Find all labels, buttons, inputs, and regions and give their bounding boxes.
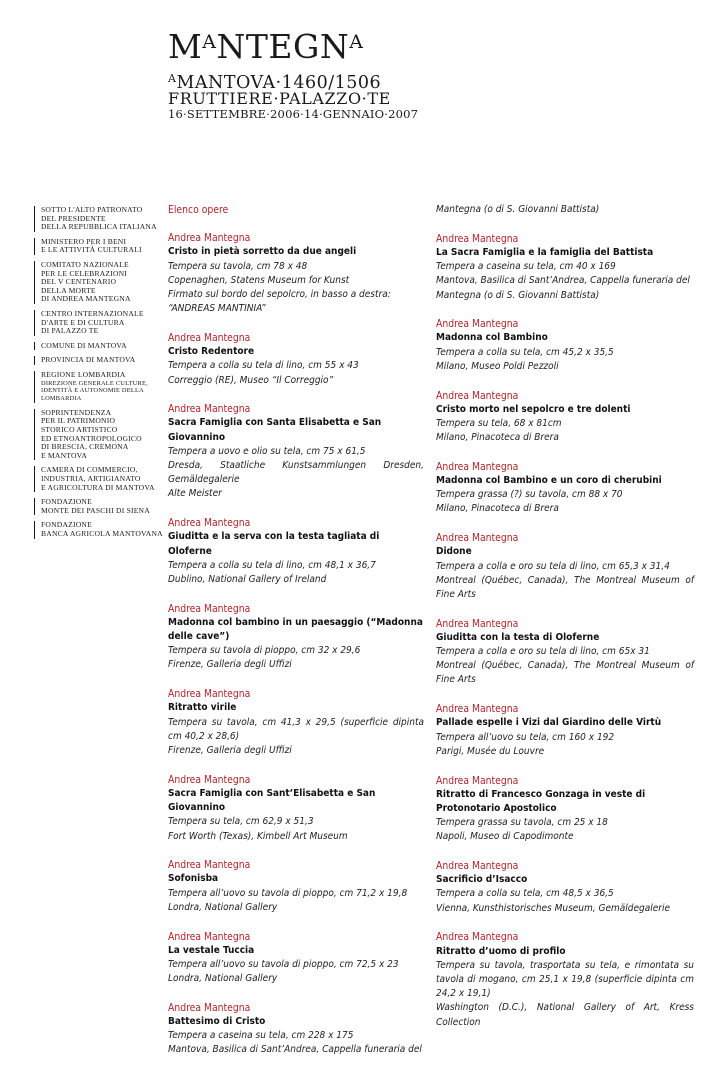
sponsor-line: DEL V CENTENARIO xyxy=(41,277,117,287)
artwork-description-line: Tempera a colla e oro su tela di lino, cm 65,3 x 31,4 xyxy=(436,560,670,572)
artwork-title: La vestale Tuccia xyxy=(168,944,255,956)
artwork-artist: Andrea Mantegna xyxy=(436,389,519,402)
artwork-entry xyxy=(168,687,424,758)
sponsor-item xyxy=(34,310,164,336)
artwork-title: Giuditta e la serva con la testa tagliata di Oloferne xyxy=(168,531,380,557)
sponsor-line: ED ETNOANTROPOLOGICO xyxy=(41,433,142,443)
artwork-description-line: Tempera su tavola, cm 41,3 x 29,5 (superficie dipinta cm 40,2 x 28,6) xyxy=(168,716,424,742)
artwork-entry xyxy=(436,774,694,845)
artwork-entry xyxy=(168,602,424,673)
artwork-title: Cristo in pietà sorretto da due angeli xyxy=(168,246,357,258)
artwork-description-line: Dublino, National Gallery of Ireland xyxy=(168,573,327,585)
artwork-title: Ritratto virile xyxy=(168,702,237,714)
sponsor-line: PER IL PATRIMONIO xyxy=(41,416,116,426)
artwork-entry xyxy=(168,402,424,501)
artwork-artist: Andrea Mantegna xyxy=(436,931,519,944)
artwork-artist: Andrea Mantegna xyxy=(168,331,251,344)
artwork-description-line: Napoli, Museo di Capodimonte xyxy=(436,831,574,843)
artwork-description-line: Dresda, Staatliche Kunstsammlungen Dresden, Gemäldegalerie xyxy=(168,460,424,486)
artwork-title: Madonna col Bambino e un coro di cherubini xyxy=(436,475,662,487)
artwork-entry xyxy=(168,858,424,915)
artwork-entry xyxy=(168,331,424,388)
artwork-entry xyxy=(436,232,694,303)
artwork-artist: Andrea Mantegna xyxy=(436,318,519,331)
sponsor-line: E LE ATTIVITÀ CULTURALI xyxy=(41,245,142,255)
artwork-description-line: Vienna, Kunsthistorisches Museum, Gemäldegalerie xyxy=(436,902,671,914)
sponsor-line: DI BRESCIA, CREMONA xyxy=(41,442,129,452)
artwork-title: Madonna col bambino in un paesaggio (“Madonna delle cave”) xyxy=(168,616,423,643)
artwork-description-line: Firenze, Galleria degli Uffizi xyxy=(168,659,292,671)
sponsor-line: REGIONE LOMBARDIA xyxy=(41,369,126,379)
sponsor-line: DI ANDREA MANTEGNA xyxy=(41,294,131,304)
sponsor-item xyxy=(34,356,164,365)
sponsor-item xyxy=(34,371,164,403)
artwork-title: Ritratto di Francesco Gonzaga in veste di Protonotario Apostolico xyxy=(436,788,646,814)
artwork-description-line: Firmato sul bordo del sepolcro, in basso a destra: xyxy=(168,289,391,301)
artwork-artist: Andrea Mantegna xyxy=(168,232,251,245)
sponsor-line: BANCA AGRICOLA MANTOVANA xyxy=(41,529,163,539)
artwork-description-line: Tempera a colla e oro su tela di lino, cm 65x 31 xyxy=(436,646,650,658)
artwork-entry xyxy=(436,531,694,602)
artwork-entry xyxy=(168,516,424,587)
sponsor-line: DELLA MORTE xyxy=(41,285,96,295)
sponsor-line: CAMERA DI COMMERCIO, xyxy=(41,465,138,475)
artwork-artist: Andrea Mantegna xyxy=(168,688,251,701)
artwork-description-line: Washington (D.C.), National Gallery of Art, Kress Collection xyxy=(436,1002,694,1028)
logo-exhibition-dates: 16·SETTEMBRE·2006·14·GENNAIO·2007 xyxy=(168,107,419,121)
sponsor-item xyxy=(34,466,164,492)
sponsor-item xyxy=(34,409,164,461)
artwork-entry xyxy=(436,317,694,374)
artwork-description-line: Montreal (Québec, Canada), The Montreal Museum of Fine Arts xyxy=(436,660,694,686)
logo-city-dates: $^A$MANTOVA·1460/1506 xyxy=(168,72,382,93)
artwork-entry xyxy=(436,460,694,517)
sponsor-line: DEL PRESIDENTE xyxy=(41,213,106,223)
sponsor-line: COMITATO NAZIONALE xyxy=(41,259,129,269)
artwork-entry xyxy=(436,930,694,1029)
artwork-description-line: Milano, Pinacoteca di Brera xyxy=(436,503,559,515)
sponsor-line: FONDAZIONE xyxy=(41,497,92,507)
sponsor-item xyxy=(34,238,164,255)
sponsor-line: SOTTO L'ALTO PATRONATO xyxy=(41,205,143,214)
artwork-description-line: Tempera a caseina su tela, cm 40 x 169 xyxy=(436,261,616,273)
artwork-title: Sacrificio d’Isacco xyxy=(436,874,528,886)
artwork-description-line: Correggio (RE), Museo “Il Correggio” xyxy=(168,374,334,386)
artwork-entry xyxy=(436,617,694,688)
artwork-title: Sacra Famiglia con Sant’Elisabetta e San Giovannino xyxy=(168,787,376,814)
artwork-description-line: Fort Worth (Texas), Kimbell Art Museum xyxy=(168,830,348,842)
artwork-description-line: Tempera all’uovo su tavola di pioppo, cm 72,5 x 23 xyxy=(168,958,399,970)
artwork-artist: Andrea Mantegna xyxy=(168,773,251,786)
artwork-title: Cristo Redentore xyxy=(168,346,255,358)
sponsor-line: SOPRINTENDENZA xyxy=(41,407,112,417)
artwork-description-line: Londra, National Gallery xyxy=(168,973,278,985)
sponsor-line: CENTRO INTERNAZIONALE xyxy=(41,308,144,318)
sponsor-item xyxy=(34,206,164,232)
sponsor-line: DELLA REPUBBLICA ITALIANA xyxy=(41,222,157,232)
list-heading: Elenco opere xyxy=(168,204,229,216)
artwork-description-line: Tempera su tavola, trasportata su tela, e rimontata su tavola di mogano, cm 25,1 x 19,8 (superficie dipinta cm 24,2 x 19,1) xyxy=(436,959,694,1000)
sponsor-item xyxy=(34,342,164,351)
artwork-description-line: Milano, Pinacoteca di Brera xyxy=(436,432,559,444)
artwork-entry xyxy=(168,773,424,844)
sponsor-item xyxy=(34,498,164,515)
artwork-entry xyxy=(436,702,694,759)
artwork-artist: Andrea Mantegna xyxy=(436,860,519,873)
artwork-entry xyxy=(168,930,424,987)
artwork-description-line: Mantova, Basilica di Sant’Andrea, Cappella funeraria del xyxy=(168,1044,422,1056)
artwork-entry xyxy=(168,231,424,316)
artwork-description-line: Tempera grassa su tavola, cm 25 x 18 xyxy=(436,817,608,829)
artwork-entry xyxy=(436,859,694,916)
artwork-title: La Sacra Famiglia e la famiglia del Battista xyxy=(436,246,654,258)
sponsor-line: FONDAZIONE xyxy=(41,520,92,530)
sponsor-line: INDUSTRIA, ARTIGIANATO xyxy=(41,474,141,484)
sponsor-item xyxy=(34,261,164,304)
artwork-entry xyxy=(168,1001,424,1058)
sponsor-subline: DIREZIONE GENERALE CULTURE, IDENTITÀ E AUTONOMIE DELLA LOMBARDIA xyxy=(41,379,148,403)
artwork-artist: Andrea Mantegna xyxy=(436,703,519,716)
artwork-artist: Andrea Mantegna xyxy=(436,532,519,545)
works-column-2 xyxy=(436,203,694,1044)
artwork-title: Cristo morto nel sepolcro e tre dolenti xyxy=(436,403,631,415)
artwork-description-line: Tempera a colla su tela di lino, cm 48,1 x 36,7 xyxy=(168,559,376,571)
artwork-title: Ritratto d’uomo di profilo xyxy=(436,945,566,957)
artwork-description-line: Tempera all’uovo su tavola di pioppo, cm 71,2 x 19,8 xyxy=(168,887,408,899)
artwork-artist: Andrea Mantegna xyxy=(436,774,519,787)
artwork-artist: Andrea Mantegna xyxy=(168,517,251,530)
artwork-description-line: Tempera a colla su tela, cm 48,5 x 36,5 xyxy=(436,888,614,900)
artwork-entry xyxy=(436,389,694,446)
artwork-title: Pallade espelle i Vizi dal Giardino delle Virtù xyxy=(436,717,662,729)
sponsor-line: D'ARTE E DI CULTURA xyxy=(41,317,125,327)
artwork-description-line: Tempera all’uovo su tela, cm 160 x 192 xyxy=(436,731,615,743)
logo-venue: FRUTTIERE·PALAZZO·TE xyxy=(168,89,391,108)
sponsor-list xyxy=(34,206,164,545)
artwork-description-line: Tempera su tavola, cm 78 x 48 xyxy=(168,260,308,272)
artwork-description-line: Tempera a caseina su tela, cm 228 x 175 xyxy=(168,1030,354,1042)
artwork-title: Sacra Famiglia con Santa Elisabetta e San Giovannino xyxy=(168,417,382,443)
sponsor-line: PROVINCIA DI MANTOVA xyxy=(41,355,136,365)
artwork-artist: Andrea Mantegna xyxy=(168,403,251,416)
artwork-artist: Andrea Mantegna xyxy=(168,930,251,943)
artwork-title: Giuditta con la testa di Oloferne xyxy=(436,631,600,643)
artwork-description-line: Tempera a colla su tela, cm 45,2 x 35,5 xyxy=(436,346,614,358)
artwork-description-line: Tempera grassa (?) su tavola, cm 88 x 70 xyxy=(436,489,623,501)
artwork-description-line: Firenze, Galleria degli Uffizi xyxy=(168,745,292,756)
sponsor-line: DI PALAZZO TE xyxy=(41,326,99,336)
sponsor-item xyxy=(34,521,164,538)
artwork-description-line: Tempera su tela, 68 x 81cm xyxy=(436,417,562,429)
artwork-title: Battesimo di Cristo xyxy=(168,1016,266,1028)
artwork-description-line: Tempera su tavola di pioppo, cm 32 x 29,6 xyxy=(168,645,361,657)
artwork-description-line: Tempera a colla su tela di lino, cm 55 x 43 xyxy=(168,360,359,372)
artwork-description-line: Tempera su tela, cm 62,9 x 51,3 xyxy=(168,816,314,828)
artwork-description-line: Alte Meister xyxy=(168,488,222,500)
sponsor-line: COMUNE DI MANTOVA xyxy=(41,340,127,350)
artwork-artist: Andrea Mantegna xyxy=(168,1001,251,1014)
exhibition-logo xyxy=(168,27,419,121)
artwork-artist: Andrea Mantegna xyxy=(436,617,519,630)
artwork-artist: Andrea Mantegna xyxy=(436,232,519,245)
sponsor-line: E AGRICOLTURA DI MANTOVA xyxy=(41,482,155,492)
artwork-description-line: Copenaghen, Statens Museum for Kunst xyxy=(168,274,350,286)
sponsor-line: E MANTOVA xyxy=(41,450,88,460)
artwork-description-line: Londra, National Gallery xyxy=(168,901,278,913)
sponsor-line: STORICO ARTISTICO xyxy=(41,425,118,435)
artwork-title: Madonna col Bambino xyxy=(436,332,548,344)
artwork-description-line: Parigi, Musée du Louvre xyxy=(436,745,545,757)
artwork-artist: Andrea Mantegna xyxy=(168,602,251,615)
artwork-artist: Andrea Mantegna xyxy=(436,460,519,473)
works-column-1 xyxy=(168,203,424,1072)
sponsor-line: MINISTERO PER I BENI xyxy=(41,236,127,246)
sponsor-line: PER LE CELEBRAZIONI xyxy=(41,268,128,278)
artwork-description-line: Mantegna (o di S. Giovanni Battista) xyxy=(436,289,600,301)
column-continuation: Mantegna (o di S. Giovanni Battista) xyxy=(436,204,600,215)
artwork-artist: Andrea Mantegna xyxy=(168,859,251,872)
artwork-description-line: Montreal (Québec, Canada), The Montreal Museum of Fine Arts xyxy=(436,574,694,600)
artwork-description-line: “ANDREAS MANTINIA” xyxy=(168,303,266,315)
artwork-title: Didone xyxy=(436,546,472,558)
artwork-description-line: Mantova, Basilica di Sant’Andrea, Cappella funeraria del xyxy=(436,275,690,287)
sponsor-line: MONTE DEI PASCHI DI SIENA xyxy=(41,505,150,515)
artwork-title: Sofonisba xyxy=(168,873,219,885)
artwork-description-line: Tempera a uovo e olio su tela, cm 75 x 61,5 xyxy=(168,445,366,457)
logo-title: $M^ANTEGN^A$ xyxy=(168,27,364,66)
artwork-description-line: Milano, Museo Poldi Pezzoli xyxy=(436,360,559,372)
